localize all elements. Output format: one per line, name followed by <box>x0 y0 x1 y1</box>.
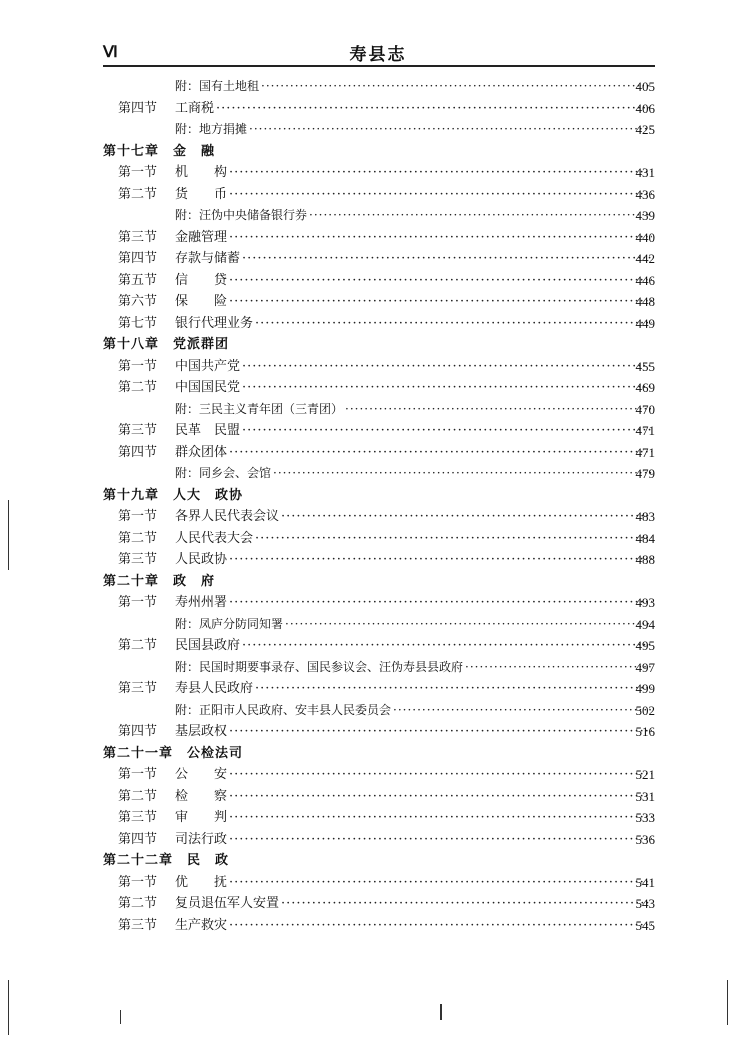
toc-entry <box>175 721 655 743</box>
chapter-title: 党派群团 <box>173 337 230 352</box>
dot-leader <box>242 635 652 657</box>
scan-edge-mark <box>440 1004 442 1020</box>
section-number: 第二节 <box>118 896 158 911</box>
toc-chapter-row <box>0 141 747 163</box>
toc-entry <box>175 635 655 657</box>
page-ref: 502 <box>635 702 655 718</box>
page-ref: 521 <box>635 767 655 782</box>
section-number: 第一节 <box>118 767 158 782</box>
section-number: 第二节 <box>118 638 158 653</box>
toc-entry <box>175 377 655 399</box>
toc-appendix-row <box>0 399 747 421</box>
entry-title: 金融管理 <box>175 229 228 245</box>
chapter-heading <box>103 850 229 872</box>
toc-section-row <box>0 356 747 378</box>
chapter-heading <box>103 743 243 765</box>
toc-entry <box>175 678 655 700</box>
toc-chapter-row <box>0 334 747 356</box>
section-number: 第一节 <box>118 874 158 890</box>
section-number: 第四节 <box>118 251 158 266</box>
book-title: 寿县志 <box>349 45 407 65</box>
section-number: 第三节 <box>118 552 158 567</box>
entry-title: 公 安 <box>175 767 228 782</box>
header-rule <box>103 65 655 67</box>
chapter-heading <box>103 141 215 163</box>
entry-title: 保 险 <box>175 294 228 309</box>
section-number: 第四节 <box>118 444 158 460</box>
page-ref: 439 <box>635 208 655 223</box>
dot-leader <box>465 657 652 679</box>
toc-entry <box>175 356 655 378</box>
scan-edge-mark <box>8 980 9 1035</box>
toc-entry <box>175 549 655 571</box>
chapter-title: 民 政 <box>187 853 230 868</box>
section-number: 第七节 <box>118 315 158 331</box>
dot-leader <box>229 786 652 808</box>
toc-entry <box>175 657 655 679</box>
page-ref: 455 <box>635 358 655 374</box>
toc-entry <box>175 98 655 120</box>
section-number: 第一节 <box>118 358 158 374</box>
entry-title: 检 察 <box>175 788 228 804</box>
entry-title: 附：三民主义青年团（三青团） <box>175 401 344 416</box>
toc-entry <box>175 162 655 184</box>
toc-appendix-row <box>0 657 747 679</box>
page-ref: 449 <box>635 315 655 331</box>
section-number: 第二节 <box>118 530 158 546</box>
toc-entry <box>175 528 655 550</box>
toc-section-row <box>0 635 747 657</box>
toc-entry <box>175 872 655 894</box>
entry-title: 优 抚 <box>175 874 228 890</box>
dot-leader <box>255 678 652 700</box>
dot-leader <box>229 915 652 937</box>
entry-title: 中国共产党 <box>175 358 241 374</box>
entry-title: 存款与储蓄 <box>175 251 241 266</box>
dot-leader <box>229 442 652 464</box>
toc-appendix-row <box>0 614 747 636</box>
chapter-number: 第二十二章 <box>103 853 174 868</box>
toc-chapter-row <box>0 571 747 593</box>
page-ref: 494 <box>635 616 655 632</box>
page-ref: 469 <box>635 380 655 395</box>
dot-leader <box>229 184 652 206</box>
page-ref: 543 <box>635 896 655 911</box>
entry-title: 机 构 <box>175 165 228 180</box>
toc-appendix-row <box>0 700 747 722</box>
page-ref: 471 <box>635 423 655 438</box>
page-ref: 470 <box>635 401 655 417</box>
toc-entry <box>175 227 655 249</box>
toc-section-row <box>0 721 747 743</box>
entry-title: 基层政权 <box>175 724 228 739</box>
scan-edge-mark <box>727 980 728 1025</box>
section-number: 第二节 <box>118 788 158 804</box>
section-number: 第二节 <box>118 380 158 395</box>
toc-entry <box>175 313 655 335</box>
page-ref: 405 <box>635 79 655 94</box>
toc-section-row <box>0 377 747 399</box>
page-ref: 545 <box>635 917 655 933</box>
toc-section-row <box>0 291 747 313</box>
toc-entry <box>175 463 655 485</box>
page-ref: 533 <box>635 810 655 825</box>
page-ref: 484 <box>635 530 655 546</box>
scan-edge-mark <box>120 1010 121 1024</box>
toc-entry <box>175 76 655 98</box>
entry-title: 附：同乡会、会馆 <box>175 466 272 480</box>
toc-section-row <box>0 915 747 937</box>
toc-entry <box>175 420 655 442</box>
section-number: 第四节 <box>118 724 158 739</box>
section-number: 第四节 <box>118 831 158 847</box>
section-number: 第四节 <box>118 100 158 116</box>
toc-section-row <box>0 184 747 206</box>
toc-appendix-row <box>0 463 747 485</box>
page-number: Ⅵ <box>103 44 118 61</box>
chapter-number: 第十七章 <box>103 143 160 159</box>
section-number: 第三节 <box>118 423 158 438</box>
dot-leader <box>242 377 652 399</box>
dot-leader <box>255 528 652 550</box>
dot-leader <box>229 807 652 829</box>
page-header <box>103 40 653 64</box>
page-ref: 406 <box>635 100 655 116</box>
entry-title: 银行代理业务 <box>175 315 254 331</box>
dot-leader <box>393 700 652 722</box>
dot-leader <box>285 614 652 636</box>
toc-chapter-row <box>0 743 747 765</box>
page-ref: 471 <box>635 444 655 460</box>
section-number: 第三节 <box>118 229 158 245</box>
chapter-heading <box>103 485 243 507</box>
page-ref: 499 <box>635 681 655 696</box>
dot-leader <box>281 506 652 528</box>
toc-chapter-row <box>0 850 747 872</box>
section-number: 第一节 <box>118 165 158 180</box>
entry-title: 附：正阳市人民政府、安丰县人民委员会 <box>175 702 392 717</box>
toc-section-row <box>0 248 747 270</box>
chapter-title: 公检法司 <box>187 745 244 761</box>
dot-leader <box>229 162 652 184</box>
entry-title: 人民政协 <box>175 552 228 567</box>
dot-leader <box>229 270 652 292</box>
toc-entry <box>175 614 655 636</box>
chapter-heading <box>103 571 215 593</box>
chapter-title: 人大 政协 <box>173 487 244 503</box>
toc-entry <box>175 700 655 722</box>
page-ref: 446 <box>635 272 655 288</box>
toc-entry <box>175 786 655 808</box>
dot-leader <box>255 313 652 335</box>
page-ref: 442 <box>635 251 655 266</box>
section-number: 第三节 <box>118 917 158 933</box>
section-number: 第六节 <box>118 294 158 309</box>
chapter-heading <box>103 334 229 356</box>
entry-title: 附：民国时期要事录存、国民参议会、汪伪寿县县政府 <box>175 659 464 674</box>
toc-entry <box>175 399 655 421</box>
toc-entry <box>175 119 655 141</box>
dot-leader <box>229 829 652 851</box>
chapter-number: 第二十一章 <box>103 745 174 761</box>
entry-title: 寿县人民政府 <box>175 681 254 696</box>
dot-leader <box>229 227 652 249</box>
toc-section-row <box>0 420 747 442</box>
entry-title: 复员退伍军人安置 <box>175 896 280 911</box>
section-number: 第一节 <box>118 595 158 610</box>
dot-leader <box>229 764 652 786</box>
page-ref: 425 <box>635 122 655 137</box>
section-number: 第一节 <box>118 509 158 524</box>
table-of-contents <box>0 76 747 936</box>
page-ref: 497 <box>635 659 655 675</box>
toc-section-row <box>0 528 747 550</box>
dot-leader <box>242 356 652 378</box>
entry-title: 人民代表大会 <box>175 530 254 546</box>
entry-title: 货 币 <box>175 186 228 202</box>
entry-title: 民国县政府 <box>175 638 241 653</box>
chapter-title: 政 府 <box>173 573 216 589</box>
dot-leader <box>345 399 652 421</box>
dot-leader <box>309 205 652 227</box>
chapter-number: 第十九章 <box>103 487 160 503</box>
entry-title: 工商税 <box>175 100 215 116</box>
entry-title: 生产救灾 <box>175 917 228 933</box>
toc-section-row <box>0 98 747 120</box>
dot-leader <box>229 872 652 894</box>
page-ref: 516 <box>635 724 655 739</box>
toc-section-row <box>0 506 747 528</box>
toc-entry <box>175 893 655 915</box>
toc-section-row <box>0 807 747 829</box>
section-number: 第三节 <box>118 681 158 696</box>
toc-entry <box>175 829 655 851</box>
toc-section-row <box>0 786 747 808</box>
toc-section-row <box>0 829 747 851</box>
toc-section-row <box>0 313 747 335</box>
page-ref: 541 <box>635 874 655 890</box>
toc-appendix-row <box>0 119 747 141</box>
toc-appendix-row <box>0 76 747 98</box>
dot-leader <box>229 291 652 313</box>
dot-leader <box>216 98 652 120</box>
page-ref: 483 <box>635 509 655 524</box>
entry-title: 各界人民代表会议 <box>175 509 280 524</box>
dot-leader <box>261 76 652 98</box>
page-ref: 488 <box>635 552 655 567</box>
page-ref: 495 <box>635 638 655 653</box>
chapter-title: 金 融 <box>173 143 216 159</box>
section-number: 第三节 <box>118 810 158 825</box>
page-ref: 479 <box>635 466 655 481</box>
entry-title: 附：地方捐摊 <box>175 122 248 136</box>
entry-title: 民革 民盟 <box>175 423 241 438</box>
toc-section-row <box>0 872 747 894</box>
toc-section-row <box>0 549 747 571</box>
dot-leader <box>242 420 652 442</box>
chapter-number: 第二十章 <box>103 573 160 589</box>
page-ref: 448 <box>635 294 655 309</box>
dot-leader <box>229 549 652 571</box>
toc-entry <box>175 506 655 528</box>
toc-entry <box>175 764 655 786</box>
chapter-number: 第十八章 <box>103 337 160 352</box>
toc-entry <box>175 184 655 206</box>
toc-appendix-row <box>0 205 747 227</box>
entry-title: 司法行政 <box>175 831 228 847</box>
page-ref: 431 <box>635 165 655 180</box>
page-ref: 436 <box>635 186 655 202</box>
toc-chapter-row <box>0 485 747 507</box>
toc-section-row <box>0 162 747 184</box>
dot-leader <box>229 721 652 743</box>
toc-section-row <box>0 678 747 700</box>
toc-entry <box>175 291 655 313</box>
dot-leader <box>273 463 652 485</box>
section-number: 第五节 <box>118 272 158 288</box>
entry-title: 寿州州署 <box>175 595 228 610</box>
toc-section-row <box>0 592 747 614</box>
toc-section-row <box>0 893 747 915</box>
section-number: 第二节 <box>118 186 158 202</box>
page-ref: 536 <box>635 831 655 847</box>
toc-entry <box>175 442 655 464</box>
toc-section-row <box>0 270 747 292</box>
toc-entry <box>175 205 655 227</box>
toc-entry <box>175 592 655 614</box>
entry-title: 附：国有土地租 <box>175 79 260 93</box>
entry-title: 附：凤庐分防同知署 <box>175 616 284 631</box>
scan-edge-mark <box>8 500 9 570</box>
entry-title: 附：汪伪中央储备银行券 <box>175 208 308 222</box>
entry-title: 中国国民党 <box>175 380 241 395</box>
entry-title: 群众团体 <box>175 444 228 460</box>
dot-leader <box>249 119 652 141</box>
page-ref: 493 <box>635 595 655 610</box>
dot-leader <box>281 893 652 915</box>
toc-entry <box>175 270 655 292</box>
toc-entry <box>175 807 655 829</box>
toc-entry <box>175 915 655 937</box>
entry-title: 审 判 <box>175 810 228 825</box>
page-ref: 531 <box>635 788 655 804</box>
dot-leader <box>229 592 652 614</box>
toc-section-row <box>0 764 747 786</box>
toc-section-row <box>0 227 747 249</box>
toc-section-row <box>0 442 747 464</box>
toc-entry <box>175 248 655 270</box>
entry-title: 信 贷 <box>175 272 228 288</box>
dot-leader <box>242 248 652 270</box>
page-ref: 440 <box>635 229 655 245</box>
